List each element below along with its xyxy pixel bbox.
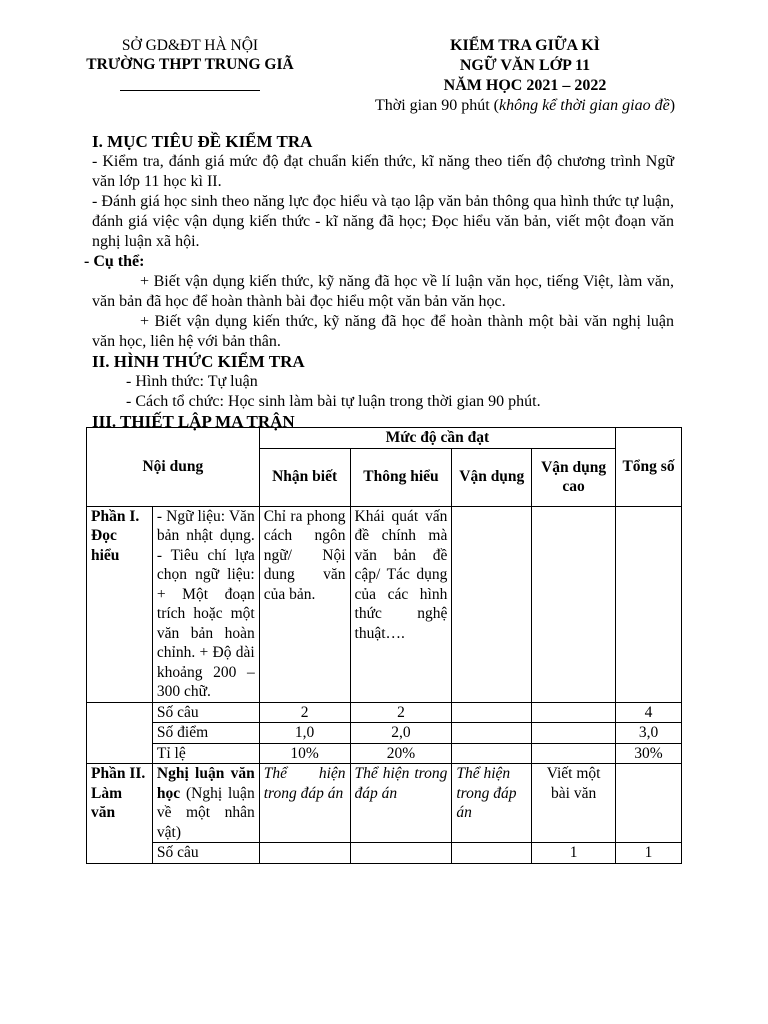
table-row (87, 723, 682, 744)
empty-cell (532, 743, 616, 764)
part-1-ratio-understanding: 20% (350, 743, 452, 764)
section-1-paragraph-1: - Kiểm tra, đánh giá mức độ đạt chuẩn kiến thức, kĩ năng theo tiến độ chương trình Ngữ văn lớp 11 học kì II. (92, 153, 674, 190)
section-3-title: III. THIẾT LẬP MA TRẬN (92, 412, 295, 431)
part-1-questions-understanding: 2 (350, 702, 452, 723)
header-content: Nội dung (87, 428, 260, 507)
part-2-questions-total: 1 (616, 843, 682, 864)
empty-cell (532, 506, 616, 702)
part-2-description-title: Nghị luận văn học (156, 765, 255, 802)
empty-cell (259, 843, 350, 864)
exam-header (345, 36, 705, 116)
part-1-questions-total: 4 (616, 702, 682, 723)
part-1-points-label: Số điểm (152, 723, 259, 744)
part-1-points-total: 3,0 (616, 723, 682, 744)
empty-cell (350, 843, 452, 864)
part-1-points-recognition: 1,0 (259, 723, 350, 744)
table-row (87, 843, 682, 864)
part-1-points-understanding: 2,0 (350, 723, 452, 744)
part-1-recognition: Chỉ ra phong cách ngôn ngữ/ Nội dung văn của bản. (259, 506, 350, 702)
empty-cell (452, 506, 532, 702)
table-row (87, 702, 682, 723)
empty-cell (616, 506, 682, 702)
section-2-title: II. HÌNH THỨC KIỂM TRA (92, 352, 305, 371)
header-level: Mức độ cần đạt (259, 428, 615, 449)
header-recognition: Nhận biết (259, 448, 350, 506)
empty-cell (452, 843, 532, 864)
exam-year: NĂM HỌC 2021 – 2022 (443, 77, 607, 94)
empty-cell (87, 702, 153, 764)
table-row (87, 764, 682, 843)
part-2-questions-label: Số câu (152, 843, 259, 864)
part-2-questions-high-application: 1 (532, 843, 616, 864)
part-1-description: - Ngữ liệu: Văn bản nhật dụng. - Tiêu chí lựa chọn ngữ liệu: + Một đoạn trích hoặc một văn bản hoàn chỉnh. + Độ dài khoảng 200 – 300 chữ. (152, 506, 259, 702)
section-1-title: I. MỤC TIÊU ĐỀ KIỂM TRA (92, 132, 313, 151)
part-1-ratio-recognition: 10% (259, 743, 350, 764)
school-name: TRƯỜNG THPT TRUNG GIÃ (86, 56, 294, 73)
part-2-understanding: Thể hiện trong đáp án (350, 764, 452, 843)
part-1-label: Phần I. Đọc hiểu (87, 506, 153, 702)
section-1-bullet-2: + Biết vận dụng kiến thức, kỹ năng đã học để hoàn thành một bài văn nghị luận văn học, liên hệ với bản thân. (92, 313, 674, 350)
part-2-high-application: Viết một bài văn (532, 764, 616, 843)
empty-cell (616, 764, 682, 843)
document-body (84, 132, 674, 432)
empty-cell (532, 723, 616, 744)
section-1-detail-label: - Cụ thể: (84, 253, 145, 270)
part-2-description (152, 764, 259, 843)
part-1-understanding: Khái quát vấn đề chính mà văn bản đề cập/ Tác dụng của các hình thức nghệ thuật…. (350, 506, 452, 702)
part-1-questions-recognition: 2 (259, 702, 350, 723)
table-header-row (87, 428, 682, 449)
section-2-line-2: - Cách tổ chức: Học sinh làm bài tự luận trong thời gian 90 phút. (126, 393, 541, 410)
section-2-line-1: - Hình thức: Tự luận (126, 373, 258, 390)
exam-time-suffix: ) (669, 97, 676, 114)
section-1-paragraph-2: - Đánh giá học sinh theo năng lực đọc hiểu và tạo lập văn bản thông qua hình thức tự luận, đánh giá việc vận dụng kiến thức - kĩ năng đã học; Đọc hiểu văn bản, viết một đoạn văn nghị luận xã hội. (92, 193, 674, 250)
part-1-ratio-total: 30% (616, 743, 682, 764)
exam-time-note: không kể thời gian giao đề (498, 97, 670, 114)
header-application: Vận dụng (452, 448, 532, 506)
header-high-application: Vận dụng cao (532, 448, 616, 506)
header-understanding: Thông hiểu (350, 448, 452, 506)
section-1-bullet-1: + Biết vận dụng kiến thức, kỹ năng đã học về lí luận văn học, tiếng Việt, làm văn, văn bản đã học để hoàn thành bài đọc hiểu một văn bản văn học. (92, 273, 674, 310)
header-underline (120, 90, 260, 91)
matrix-table (86, 427, 682, 864)
exam-time-prefix: Thời gian 90 phút ( (374, 97, 499, 114)
part-2-recognition: Thể hiện trong đáp án (259, 764, 350, 843)
table-row (87, 506, 682, 702)
school-header (60, 36, 320, 91)
empty-cell (532, 702, 616, 723)
table-row (87, 743, 682, 764)
department-name: SỞ GD&ĐT HÀ NỘI (121, 37, 259, 54)
exam-title: KIỂM TRA GIỮA KÌ (450, 37, 600, 54)
part-2-label: Phần II. Làm văn (87, 764, 153, 864)
empty-cell (452, 723, 532, 744)
part-1-ratio-label: Tỉ lệ (152, 743, 259, 764)
empty-cell (452, 743, 532, 764)
part-2-application: Thể hiện trong đáp án (452, 764, 532, 843)
header-total: Tổng số (616, 428, 682, 507)
exam-time (345, 96, 705, 116)
part-1-questions-label: Số câu (152, 702, 259, 723)
part-2-description-note: (Nghị luận về một nhân vật) (156, 784, 255, 841)
exam-subject: NGỮ VĂN LỚP 11 (459, 57, 591, 74)
empty-cell (452, 702, 532, 723)
